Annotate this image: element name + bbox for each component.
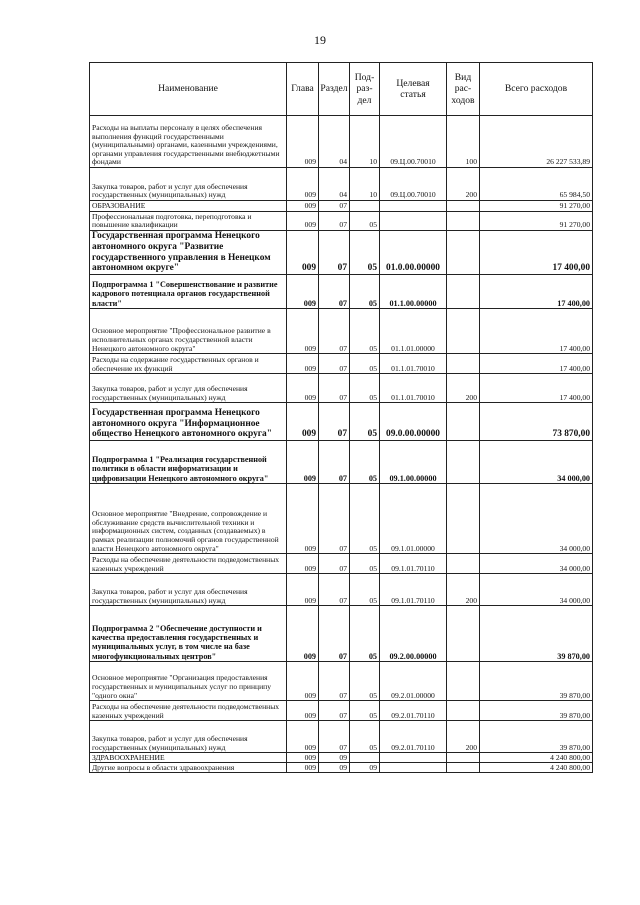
cell-name: Расходы на обеспечение деятельности подведомственных казенных учреждений (90, 554, 287, 574)
table-row (90, 441, 593, 484)
cell-total: 65 984,50 (480, 168, 593, 201)
cell-total: 39 870,00 (480, 721, 593, 753)
cell-vid (447, 231, 480, 275)
table-row (90, 116, 593, 168)
cell-podrazdel: 05 (350, 354, 380, 374)
cell-razdel: 07 (319, 441, 350, 484)
cell-tselevaya: 01.1.00.00000 (380, 275, 447, 309)
cell-razdel: 07 (319, 212, 350, 231)
cell-total: 26 227 533,89 (480, 116, 593, 168)
cell-podrazdel: 05 (350, 484, 380, 554)
cell-glava: 009 (287, 441, 319, 484)
cell-podrazdel: 10 (350, 116, 380, 168)
cell-name: Государственная программа Ненецкого автономного округа "Развитие государственного управления в Ненецком автономном округе" (90, 231, 287, 275)
cell-vid (447, 484, 480, 554)
table-row (90, 403, 593, 441)
cell-glava: 009 (287, 201, 319, 212)
cell-razdel: 04 (319, 116, 350, 168)
table-row (90, 763, 593, 773)
cell-podrazdel (350, 753, 380, 763)
header-podrazdel (350, 63, 380, 116)
cell-razdel: 09 (319, 753, 350, 763)
cell-tselevaya: 01.1.01.70010 (380, 354, 447, 374)
cell-glava: 009 (287, 168, 319, 201)
cell-podrazdel: 05 (350, 441, 380, 484)
cell-name: Подпрограмма 1 "Совершенствование и развитие кадрового потенциала органов государственной власти" (90, 275, 287, 309)
cell-razdel: 07 (319, 662, 350, 701)
cell-tselevaya (380, 212, 447, 231)
cell-vid: 200 (447, 721, 480, 753)
table-row (90, 721, 593, 753)
cell-total: 34 000,00 (480, 554, 593, 574)
cell-name: ЗДРАВООХРАНЕНИЕ (90, 753, 287, 763)
cell-glava: 009 (287, 701, 319, 721)
cell-vid: 200 (447, 168, 480, 201)
cell-total: 34 000,00 (480, 441, 593, 484)
cell-total: 34 000,00 (480, 574, 593, 606)
cell-podrazdel: 05 (350, 275, 380, 309)
header-vid-line1: Вид (454, 71, 472, 83)
cell-tselevaya: 09.1.01.70110 (380, 554, 447, 574)
cell-podrazdel: 05 (350, 574, 380, 606)
cell-total: 17 400,00 (480, 231, 593, 275)
cell-podrazdel: 09 (350, 763, 380, 773)
header-tselevaya-line2: статья (400, 89, 426, 100)
cell-glava: 009 (287, 753, 319, 763)
cell-name: Основное мероприятие "Организация предоставления государственных и муниципальных услуг по принципу "одного окна" (90, 662, 287, 701)
cell-tselevaya: 09.Ц.00.70010 (380, 116, 447, 168)
cell-podrazdel: 05 (350, 309, 380, 354)
cell-vid: 100 (447, 116, 480, 168)
header-name: Наименование (90, 63, 287, 116)
cell-razdel: 07 (319, 721, 350, 753)
cell-razdel: 07 (319, 354, 350, 374)
table-row (90, 168, 593, 201)
table-row (90, 574, 593, 606)
cell-name: Закупка товаров, работ и услуг для обеспечения государственных (муниципальных) нужд (90, 574, 287, 606)
cell-razdel: 07 (319, 484, 350, 554)
cell-razdel: 07 (319, 554, 350, 574)
cell-glava: 009 (287, 354, 319, 374)
cell-vid (447, 606, 480, 662)
cell-podrazdel: 05 (350, 231, 380, 275)
cell-podrazdel: 10 (350, 168, 380, 201)
header-podrazdel-line2: раз- (356, 83, 373, 95)
cell-glava: 009 (287, 554, 319, 574)
table-row (90, 374, 593, 403)
cell-name: Подпрограмма 1 "Реализация государственной политики в области информатизации и цифровизации Ненецкого автономного округа" (90, 441, 287, 484)
header-tselevaya (380, 63, 447, 116)
cell-podrazdel: 05 (350, 554, 380, 574)
cell-name: ОБРАЗОВАНИЕ (90, 201, 287, 212)
table-row (90, 212, 593, 231)
header-podrazdel-line1: Под- (354, 71, 375, 83)
cell-vid (447, 309, 480, 354)
cell-podrazdel: 05 (350, 606, 380, 662)
cell-tselevaya (380, 201, 447, 212)
cell-total: 91 270,00 (480, 212, 593, 231)
cell-vid (447, 212, 480, 231)
cell-podrazdel: 05 (350, 662, 380, 701)
cell-total: 73 870,00 (480, 403, 593, 441)
cell-podrazdel (350, 201, 380, 212)
table-header-row (90, 63, 593, 116)
cell-razdel: 07 (319, 606, 350, 662)
cell-razdel: 07 (319, 275, 350, 309)
cell-podrazdel: 05 (350, 374, 380, 403)
cell-razdel: 09 (319, 763, 350, 773)
cell-vid (447, 554, 480, 574)
cell-glava: 009 (287, 574, 319, 606)
table-row (90, 606, 593, 662)
cell-razdel: 07 (319, 403, 350, 441)
table-row (90, 201, 593, 212)
cell-tselevaya: 01.1.01.70010 (380, 374, 447, 403)
cell-name: Профессиональная подготовка, переподготовка и повышение квалификации (90, 212, 287, 231)
cell-glava: 009 (287, 403, 319, 441)
cell-tselevaya: 01.1.01.00000 (380, 309, 447, 354)
cell-tselevaya: 09.2.00.00000 (380, 606, 447, 662)
table-body (90, 116, 593, 773)
cell-vid: 200 (447, 374, 480, 403)
table-row (90, 662, 593, 701)
cell-razdel: 04 (319, 168, 350, 201)
cell-vid (447, 403, 480, 441)
cell-vid (447, 763, 480, 773)
cell-name: Расходы на выплаты персоналу в целях обеспечения выполнения функций государственными (муниципальными) органами, казенными учреждениями, органами управления государственными внебюджетными фондами (90, 116, 287, 168)
cell-tselevaya: 09.1.01.00000 (380, 484, 447, 554)
cell-name: Расходы на обеспечение деятельности подведомственных казенных учреждений (90, 701, 287, 721)
cell-total: 17 400,00 (480, 309, 593, 354)
table-row (90, 753, 593, 763)
cell-vid (447, 662, 480, 701)
cell-tselevaya: 09.2.01.70110 (380, 701, 447, 721)
cell-glava: 009 (287, 374, 319, 403)
cell-tselevaya: 01.0.00.00000 (380, 231, 447, 275)
cell-vid (447, 441, 480, 484)
cell-name: Основное мероприятие "Внедрение, сопровождение и обслуживание средств вычислительной техники и информационных систем, созданных (создаваемых) в рамках реализации полномочий органов государственной власти Ненецкого автономного округа" (90, 484, 287, 554)
page-number: 19 (314, 33, 326, 47)
table-row (90, 275, 593, 309)
cell-name: Закупка товаров, работ и услуг для обеспечения государственных (муниципальных) нужд (90, 721, 287, 753)
cell-glava: 009 (287, 309, 319, 354)
table-row (90, 554, 593, 574)
cell-total: 39 870,00 (480, 662, 593, 701)
cell-name: Основное мероприятие "Профессиональное развитие в исполнительных органах государственной власти Ненецкого автономного округа" (90, 309, 287, 354)
cell-razdel: 07 (319, 309, 350, 354)
cell-vid (447, 201, 480, 212)
cell-total: 17 400,00 (480, 374, 593, 403)
cell-razdel: 07 (319, 201, 350, 212)
cell-total: 4 240 800,00 (480, 763, 593, 773)
cell-tselevaya (380, 753, 447, 763)
cell-vid (447, 753, 480, 763)
header-vid (447, 63, 480, 116)
cell-razdel: 07 (319, 231, 350, 275)
cell-glava: 009 (287, 116, 319, 168)
cell-podrazdel: 05 (350, 212, 380, 231)
cell-total: 91 270,00 (480, 201, 593, 212)
header-razdel: Раздел (319, 63, 350, 116)
table-row (90, 484, 593, 554)
cell-tselevaya: 09.2.01.00000 (380, 662, 447, 701)
cell-total: 39 870,00 (480, 701, 593, 721)
cell-glava: 009 (287, 231, 319, 275)
header-podrazdel-line3: дел (357, 94, 372, 106)
cell-total: 17 400,00 (480, 354, 593, 374)
cell-razdel: 07 (319, 701, 350, 721)
cell-total: 4 240 800,00 (480, 753, 593, 763)
cell-vid (447, 275, 480, 309)
cell-glava: 009 (287, 275, 319, 309)
cell-tselevaya: 09.1.00.00000 (380, 441, 447, 484)
budget-table (89, 62, 593, 773)
cell-name: Другие вопросы в области здравоохранения (90, 763, 287, 773)
cell-razdel: 07 (319, 374, 350, 403)
cell-total: 34 000,00 (480, 484, 593, 554)
cell-name: Подпрограмма 2 "Обеспечение доступности и качества предоставления государственных и муниципальных услуг, в том числе на базе многофункциональных центров" (90, 606, 287, 662)
cell-podrazdel: 05 (350, 701, 380, 721)
cell-glava: 009 (287, 212, 319, 231)
cell-total: 17 400,00 (480, 275, 593, 309)
cell-tselevaya: 09.1.01.70110 (380, 574, 447, 606)
header-vid-line2: рас- (454, 83, 472, 95)
cell-name: Закупка товаров, работ и услуг для обеспечения государственных (муниципальных) нужд (90, 168, 287, 201)
header-glava: Глава (287, 63, 319, 116)
table-row (90, 231, 593, 275)
header-total: Всего расходов (480, 63, 593, 116)
cell-vid (447, 701, 480, 721)
cell-glava: 009 (287, 484, 319, 554)
table-row (90, 309, 593, 354)
cell-tselevaya: 09.2.01.70110 (380, 721, 447, 753)
header-tselevaya-line1: Целевая (396, 77, 430, 89)
cell-name: Государственная программа Ненецкого автономного округа "Информационное общество Ненецкого автономного округа" (90, 403, 287, 441)
cell-vid (447, 354, 480, 374)
table-row (90, 701, 593, 721)
cell-tselevaya: 09.0.00.00000 (380, 403, 447, 441)
cell-tselevaya (380, 763, 447, 773)
table-row (90, 354, 593, 374)
cell-podrazdel: 05 (350, 403, 380, 441)
header-vid-line3: ходов (451, 94, 475, 106)
cell-total: 39 870,00 (480, 606, 593, 662)
cell-vid: 200 (447, 574, 480, 606)
cell-razdel: 07 (319, 574, 350, 606)
cell-glava: 009 (287, 721, 319, 753)
cell-glava: 009 (287, 606, 319, 662)
cell-glava: 009 (287, 662, 319, 701)
cell-name: Расходы на содержание государственных органов и обеспечение их функций (90, 354, 287, 374)
cell-glava: 009 (287, 763, 319, 773)
cell-podrazdel: 05 (350, 721, 380, 753)
cell-tselevaya: 09.Ц.00.70010 (380, 168, 447, 201)
cell-name: Закупка товаров, работ и услуг для обеспечения государственных (муниципальных) нужд (90, 374, 287, 403)
